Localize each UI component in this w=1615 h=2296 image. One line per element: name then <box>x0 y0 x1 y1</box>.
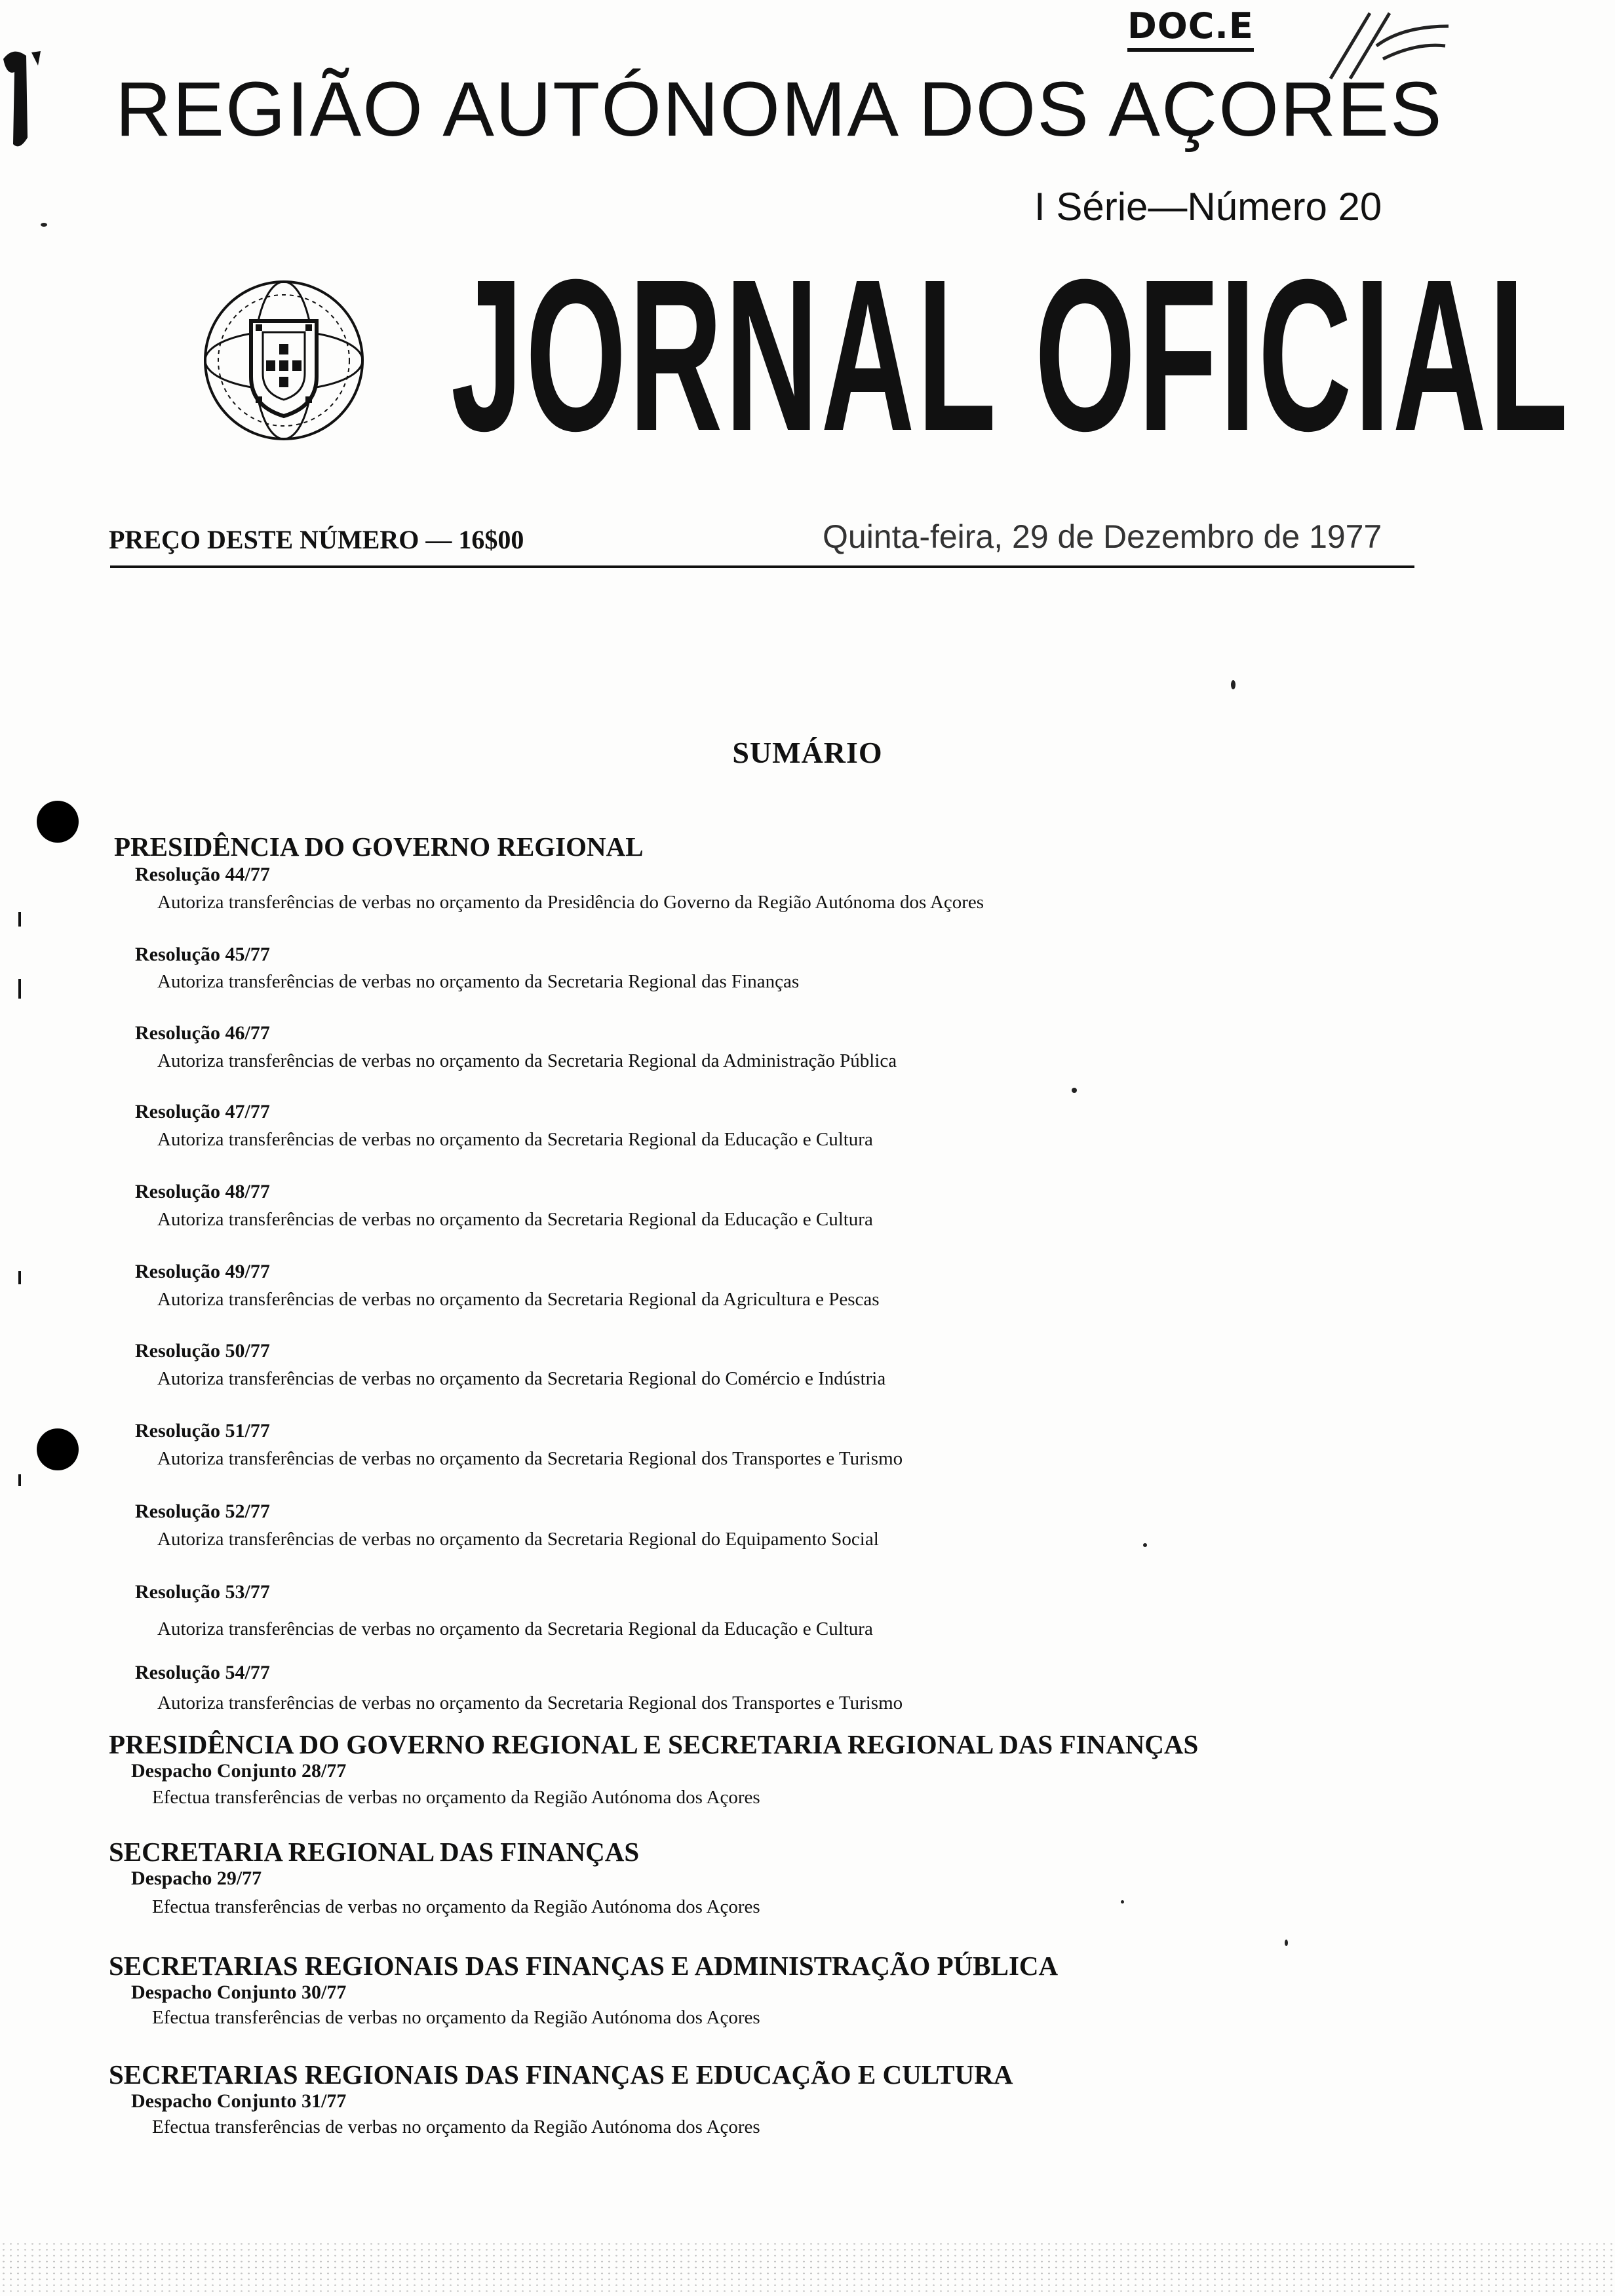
entry-text: Autoriza transferências de verbas no orçamento da Secretaria Regional da Agricultura e Pescas <box>157 1289 880 1310</box>
entry-text: Efectua transferências de verbas no orçamento da Região Autónoma dos Açores <box>152 1787 760 1808</box>
entry-ref: Resolução 54/77 <box>135 1662 270 1683</box>
issue-date: Quinta-feira, 29 de Dezembro de 1977 <box>823 518 1382 555</box>
entry-ref: Despacho 29/77 <box>131 1867 262 1889</box>
entry-ref: Resolução 51/77 <box>135 1420 270 1442</box>
scan-speck <box>1143 1543 1147 1547</box>
scan-speck <box>41 223 47 227</box>
scan-noise <box>0 2241 1615 2296</box>
punch-hole-icon <box>37 801 79 843</box>
entry-ref: Despacho Conjunto 31/77 <box>131 2090 347 2112</box>
masthead-title: JORNAL OFICIAL <box>451 234 1570 476</box>
entry-ref: Resolução 49/77 <box>135 1261 270 1282</box>
entry-text: Efectua transferências de verbas no orçamento da Região Autónoma dos Açores <box>152 2116 760 2137</box>
entry-ref: Despacho Conjunto 30/77 <box>131 1981 347 2003</box>
entry-ref: Resolução 46/77 <box>135 1022 270 1044</box>
entry-text: Autoriza transferências de verbas no orçamento da Secretaria Regional dos Transportes e Turismo <box>157 1448 903 1469</box>
entry-ref: Resolução 53/77 <box>135 1581 270 1603</box>
scan-speck <box>1285 1940 1288 1946</box>
entry-ref: Resolução 50/77 <box>135 1340 270 1362</box>
section-heading: SECRETARIA REGIONAL DAS FINANÇAS <box>109 1837 640 1867</box>
punch-hole-icon <box>37 1428 79 1470</box>
entry-ref: Resolução 44/77 <box>135 864 270 885</box>
margin-mark <box>18 979 21 999</box>
entry-text: Autoriza transferências de verbas no orçamento da Secretaria Regional do Comércio e Indústria <box>157 1368 886 1389</box>
scan-speck <box>1072 1088 1077 1093</box>
entry-text: Autoriza transferências de verbas no orçamento da Presidência do Governo da Região Autónoma dos Açores <box>157 892 984 913</box>
entry-text: Autoriza transferências de verbas no orçamento da Secretaria Regional do Equipamento Social <box>157 1529 879 1550</box>
entry-text: Efectua transferências de verbas no orçamento da Região Autónoma dos Açores <box>152 1896 760 1917</box>
header-divider <box>110 565 1414 568</box>
entry-ref: Resolução 52/77 <box>135 1501 270 1522</box>
margin-mark <box>18 912 21 927</box>
entry-text: Efectua transferências de verbas no orçamento da Região Autónoma dos Açores <box>152 2007 760 2028</box>
entry-ref: Despacho Conjunto 28/77 <box>131 1760 347 1782</box>
margin-mark <box>18 1271 21 1284</box>
issue-price: PREÇO DESTE NÚMERO — 16$00 <box>109 525 524 554</box>
section-heading: PRESIDÊNCIA DO GOVERNO REGIONAL E SECRETARIA REGIONAL DAS FINANÇAS <box>109 1729 1199 1759</box>
section-heading: SECRETARIAS REGIONAIS DAS FINANÇAS E EDUCAÇÃO E CULTURA <box>109 2059 1013 2090</box>
section-heading: SECRETARIAS REGIONAIS DAS FINANÇAS E ADMINISTRAÇÃO PÚBLICA <box>109 1951 1059 1981</box>
region-name: REGIÃO AUTÓNOMA DOS AÇORES <box>115 66 1443 153</box>
section-heading: PRESIDÊNCIA DO GOVERNO REGIONAL <box>114 832 644 862</box>
entry-text: Autoriza transferências de verbas no orçamento da Secretaria Regional das Finanças <box>157 971 800 992</box>
entry-text: Autoriza transferências de verbas no orçamento da Secretaria Regional da Educação e Cultura <box>157 1129 873 1150</box>
summary-heading: SUMÁRIO <box>732 736 883 769</box>
entry-text: Autoriza transferências de verbas no orçamento da Secretaria Regional da Educação e Cultura <box>157 1209 873 1230</box>
entry-text: Autoriza transferências de verbas no orçamento da Secretaria Regional da Educação e Cultura <box>157 1618 873 1639</box>
scan-speck <box>1121 1900 1124 1904</box>
issue-number: I Série—Número 20 <box>1034 185 1382 229</box>
entry-text: Autoriza transferências de verbas no orçamento da Secretaria Regional da Administração Pública <box>157 1050 897 1071</box>
margin-mark <box>18 1474 21 1486</box>
entry-ref: Resolução 47/77 <box>135 1101 270 1122</box>
entry-ref: Resolução 48/77 <box>135 1181 270 1202</box>
handwritten-note: DOC.E <box>1127 5 1254 52</box>
coat-of-arms-seal <box>195 272 372 449</box>
binder-mark-icon <box>0 46 46 151</box>
scan-speck <box>1231 680 1236 689</box>
entry-ref: Resolução 45/77 <box>135 944 270 965</box>
entry-text: Autoriza transferências de verbas no orçamento da Secretaria Regional dos Transportes e Turismo <box>157 1693 903 1713</box>
